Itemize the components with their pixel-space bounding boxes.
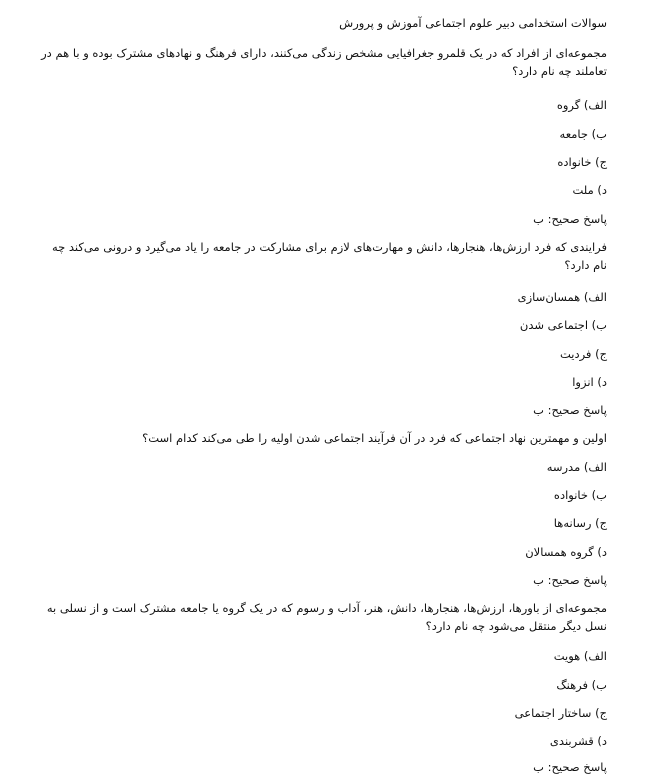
question-4-answer: پاسخ صحیح: ب bbox=[533, 760, 607, 774]
question-3-answer: پاسخ صحیح: ب bbox=[533, 573, 607, 587]
question-2-option-d: د) انزوا bbox=[572, 375, 607, 389]
question-2-option-a: الف) همسان‌سازی bbox=[517, 290, 607, 304]
question-4-option-a: الف) هویت bbox=[553, 649, 607, 663]
question-1-option-d: د) ملت bbox=[572, 183, 607, 197]
document-title: سوالات استخدامی دبیر علوم اجتماعی آموزش و پرورش bbox=[339, 16, 607, 30]
question-2-option-b: ب) اجتماعی شدن bbox=[519, 318, 607, 332]
question-3-option-b: ب) خانواده bbox=[553, 488, 607, 502]
question-4-text: مجموعه‌ای از باورها، ارزش‌ها، هنجارها، دانش، هنر، آداب و رسوم که در یک گروه یا جامعه مشترک است و از نسلی به نسل دیگر منتقل می‌شود چه نام دارد؟ bbox=[46, 601, 607, 633]
question-2-answer: پاسخ صحیح: ب bbox=[533, 403, 607, 417]
question-1-text: مجموعه‌ای از افراد که در یک قلمرو جغرافیایی مشخص زندگی می‌کنند، دارای فرهنگ و نهادهای مشترک بوده و با هم در تعاملند چه نام دارد؟ bbox=[41, 46, 607, 78]
question-4-option-d: د) قشربندی bbox=[549, 734, 607, 748]
question-1-answer: پاسخ صحیح: ب bbox=[533, 212, 607, 226]
question-4-option-c: ج) ساختار اجتماعی bbox=[514, 706, 607, 720]
question-2-text: فرایندی که فرد ارزش‌ها، هنجارها، دانش و مهارت‌های لازم برای مشارکت در جامعه را یاد می‌گیرد و درونی می‌کند چه نام دارد؟ bbox=[51, 240, 607, 272]
question-3-option-a: الف) مدرسه bbox=[546, 460, 607, 474]
question-1-option-a: الف) گروه bbox=[556, 98, 607, 112]
question-1-option-c: ج) خانواده bbox=[557, 155, 607, 169]
question-3-text: اولین و مهمترین نهاد اجتماعی که فرد در آن فرآیند اجتماعی شدن اولیه را طی می‌کند کدام است؟ bbox=[142, 431, 607, 445]
question-3-option-d: د) گروه همسالان bbox=[525, 545, 607, 559]
question-3-option-c: ج) رسانه‌ها bbox=[553, 516, 607, 530]
question-1-option-b: ب) جامعه bbox=[559, 127, 607, 141]
question-2-option-c: ج) فردیت bbox=[559, 347, 607, 361]
question-4-option-b: ب) فرهنگ bbox=[556, 678, 607, 692]
